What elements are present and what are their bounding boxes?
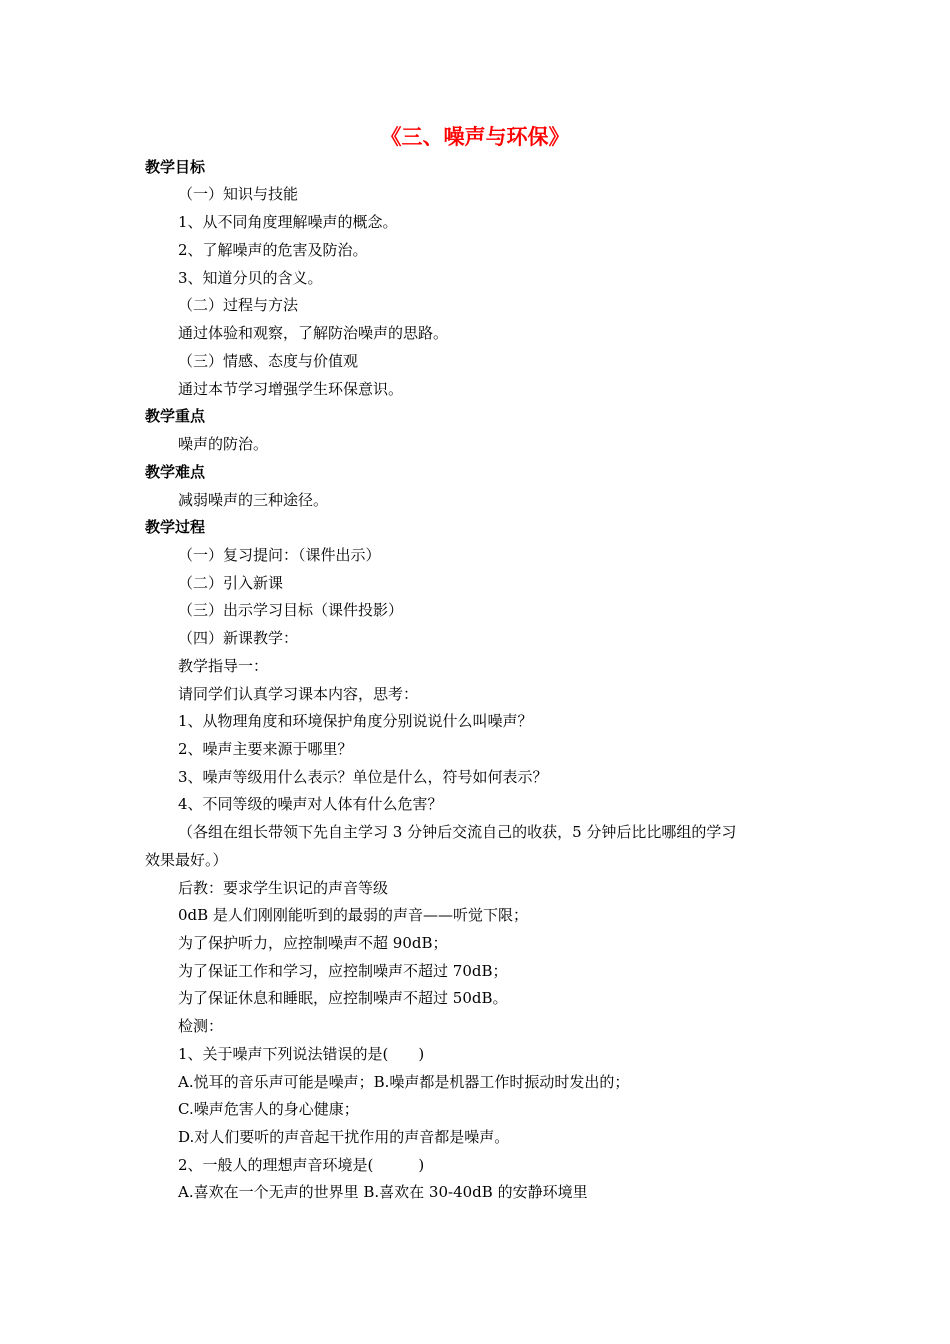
text-line: 减弱噪声的三种途径。 (178, 491, 329, 509)
text-line: 为了保证工作和学习，应控制噪声不超过 70dB； (178, 962, 508, 980)
text-line: （四）新课教学： (178, 629, 299, 647)
text-line: 效果最好。） (145, 851, 228, 869)
text-line: A.喜欢在一个无声的世界里 B.喜欢在 30-40dB 的安静环境里 (178, 1183, 588, 1201)
text-line: 为了保证休息和睡眠，应控制噪声不超过 50dB。 (178, 989, 508, 1007)
text-line: 4、不同等级的噪声对人体有什么危害？ (178, 795, 443, 813)
text-line: （一）知识与技能 (178, 185, 299, 203)
section-heading: 教学重点 (145, 407, 206, 425)
text-line: （二）过程与方法 (178, 296, 299, 314)
text-line: C.噪声危害人的身心健康； (178, 1100, 359, 1118)
text-line: 2、了解噪声的危害及防治。 (178, 241, 368, 259)
section-heading: 教学难点 (145, 463, 206, 481)
document-title: 《三、噪声与环保》 (380, 125, 570, 149)
text-line: 检测： (178, 1017, 224, 1035)
text-line: （二）引入新课 (178, 574, 284, 592)
text-line: （各组在组长带领下先自主学习 3 分钟后交流自己的收获，5 分钟后比比哪组的学习 (178, 823, 737, 841)
text-line: 为了保护听力，应控制噪声不超 90dB； (178, 934, 448, 952)
text-line: A.悦耳的音乐声可能是噪声；B.噪声都是机器工作时振动时发出的； (178, 1073, 630, 1091)
text-line: （三）情感、态度与价值观 (178, 352, 359, 370)
text-line: 1、关于噪声下列说法错误的是( ) (178, 1045, 425, 1063)
text-line: 请同学们认真学习课本内容，思考： (178, 685, 419, 703)
text-line: 1、从不同角度理解噪声的概念。 (178, 213, 398, 231)
text-line: D.对人们要听的声音起干扰作用的声音都是噪声。 (178, 1128, 510, 1146)
text-line: 3、知道分贝的含义。 (178, 269, 323, 287)
text-line: 噪声的防治。 (178, 435, 269, 453)
section-heading: 教学目标 (145, 158, 206, 176)
section-heading: 教学过程 (145, 518, 206, 536)
text-line: 2、噪声主要来源于哪里？ (178, 740, 353, 758)
text-line: （一）复习提问：（课件出示） (178, 546, 381, 564)
text-line: 0dB 是人们刚刚能听到的最弱的声音——听觉下限； (178, 906, 528, 924)
text-line: 教学指导一： (178, 657, 269, 675)
text-line: 3、噪声等级用什么表示？单位是什么，符号如何表示？ (178, 768, 548, 786)
text-line: 通过本节学习增强学生环保意识。 (178, 380, 404, 398)
text-line: 通过体验和观察，了解防治噪声的思路。 (178, 324, 449, 342)
text-line: 1、从物理角度和环境保护角度分别说说什么叫噪声？ (178, 712, 533, 730)
text-line: （三）出示学习目标（课件投影） (178, 601, 404, 619)
text-line: 后教：要求学生识记的声音等级 (178, 879, 389, 897)
text-line: 2、一般人的理想声音环境是( ) (178, 1156, 425, 1174)
